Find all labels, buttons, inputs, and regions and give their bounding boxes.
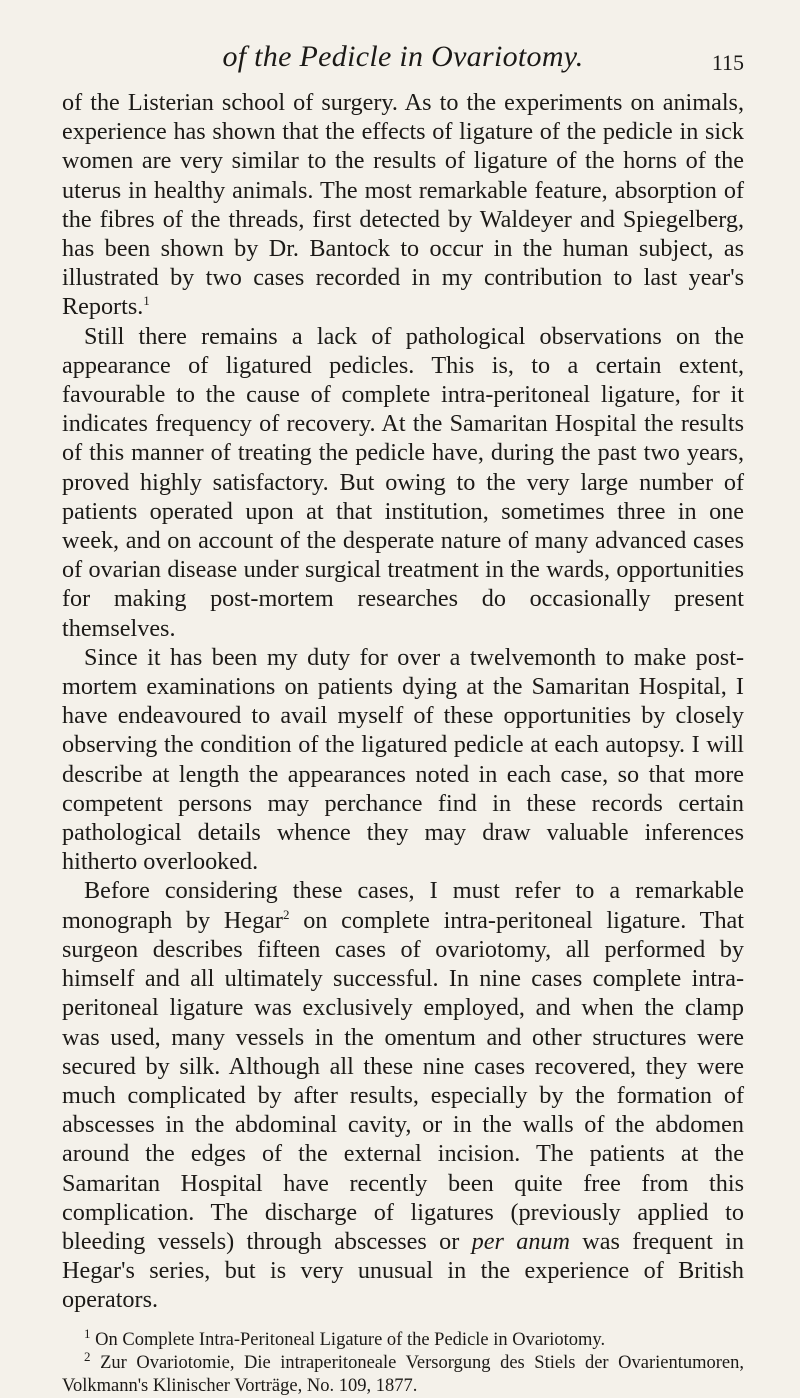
paragraph-text-tail: was frequent in Hegar's series, but is very unusual in the experience of British operators. xyxy=(62,1227,744,1314)
paragraph-text: Still there remains a lack of pathological observations on the appearance of ligatured pedicles. This is, to a certain extent, favourable to the cause of complete intra-peritoneal ligature, for it indicates frequency of recovery. At the Samaritan Hospital the results of this manner of treating the pedicle have, during the past two years, proved highly satisfactory. But owing to the very large number of patients operated upon at that institution, sometimes three in one week, and on account of the desperate nature of many advanced cases of ovarian disease under surgical treatment in the wards, opportunities for making post-mortem researches do occasionally present themselves. xyxy=(62,322,744,642)
paragraph-hegar xyxy=(62,876,744,1314)
footnote-number: 1 xyxy=(84,1325,91,1341)
running-title: of the Pedicle in Ovariotomy. xyxy=(222,40,584,73)
footnote-marker: 2 xyxy=(282,906,290,922)
paragraph-text: Since it has been my duty for over a twelvemonth to make post-mortem examinations on patients dying at the Samaritan Hospital, I have endeavoured to avail myself of these opportunities by closely observing the condition of the ligatured pedicle at each autopsy. I will describe at length the appearances noted in each case, so that more competent persons may perchance find in these records certain pathological details whence they may draw valuable inferences hitherto overlooked. xyxy=(62,643,744,876)
page-number: 115 xyxy=(711,50,744,75)
italic-phrase: per anum xyxy=(471,1227,570,1255)
paragraph-text-continued: on complete intra-peritoneal ligature. That surgeon describes fifteen cases of ovariotomy, all performed by himself and all ultimately successful. In nine cases complete intra-peritoneal ligature was exclusively employed, and when the clamp was used, many vessels in the omentum and other structures were secured by silk. Although all these nine cases recovered, they were much complicated by after results, especially by the formation of abscesses in the abdominal cavity, or in the walls of the abdomen around the edges of the external incision. The patients at the Samaritan Hospital have recently been quite free from this complication. The discharge of ligatures (previously applied to bleeding vessels) through abscesses or xyxy=(62,906,744,1255)
paragraph-listerian xyxy=(62,88,744,322)
body-text xyxy=(62,88,744,1315)
paragraph-post-mortem xyxy=(62,643,744,877)
footnote-1 xyxy=(62,1325,744,1352)
footnote-text: On Complete Intra-Peritoneal Ligature of the Pedicle in Ovariotomy. xyxy=(95,1329,606,1350)
footnote-number: 2 xyxy=(84,1348,91,1364)
footnote-text: Zur Ovariotomie, Die intraperitoneale Versorgung des Stiels der Ovarientumoren, Volkmann's Klinischer Vorträge, No. 109, 1877. xyxy=(62,1352,745,1396)
footnote-marker: 1 xyxy=(143,293,150,309)
footnote-2 xyxy=(62,1348,745,1398)
paragraph-pathology xyxy=(62,322,744,643)
running-head xyxy=(62,0,744,80)
footnotes xyxy=(62,1325,745,1398)
paragraph-text: Before considering these cases, I must refer to a remarkable monograph by Hegar xyxy=(62,877,744,934)
paragraph-text: of the Listerian school of surgery. As to the experiments on animals, experience has shown that the effects of ligature of the pedicle in sick women are very similar to the results of ligature of the horns of the uterus in healthy animals. The most remarkable feature, absorption of the fibres of the threads, first detected by Waldeyer and Spiegelberg, has been shown by Dr. Bantock to occur in the human subject, as illustrated by two cases recorded in my contribution to last year's Reports. xyxy=(62,89,744,321)
